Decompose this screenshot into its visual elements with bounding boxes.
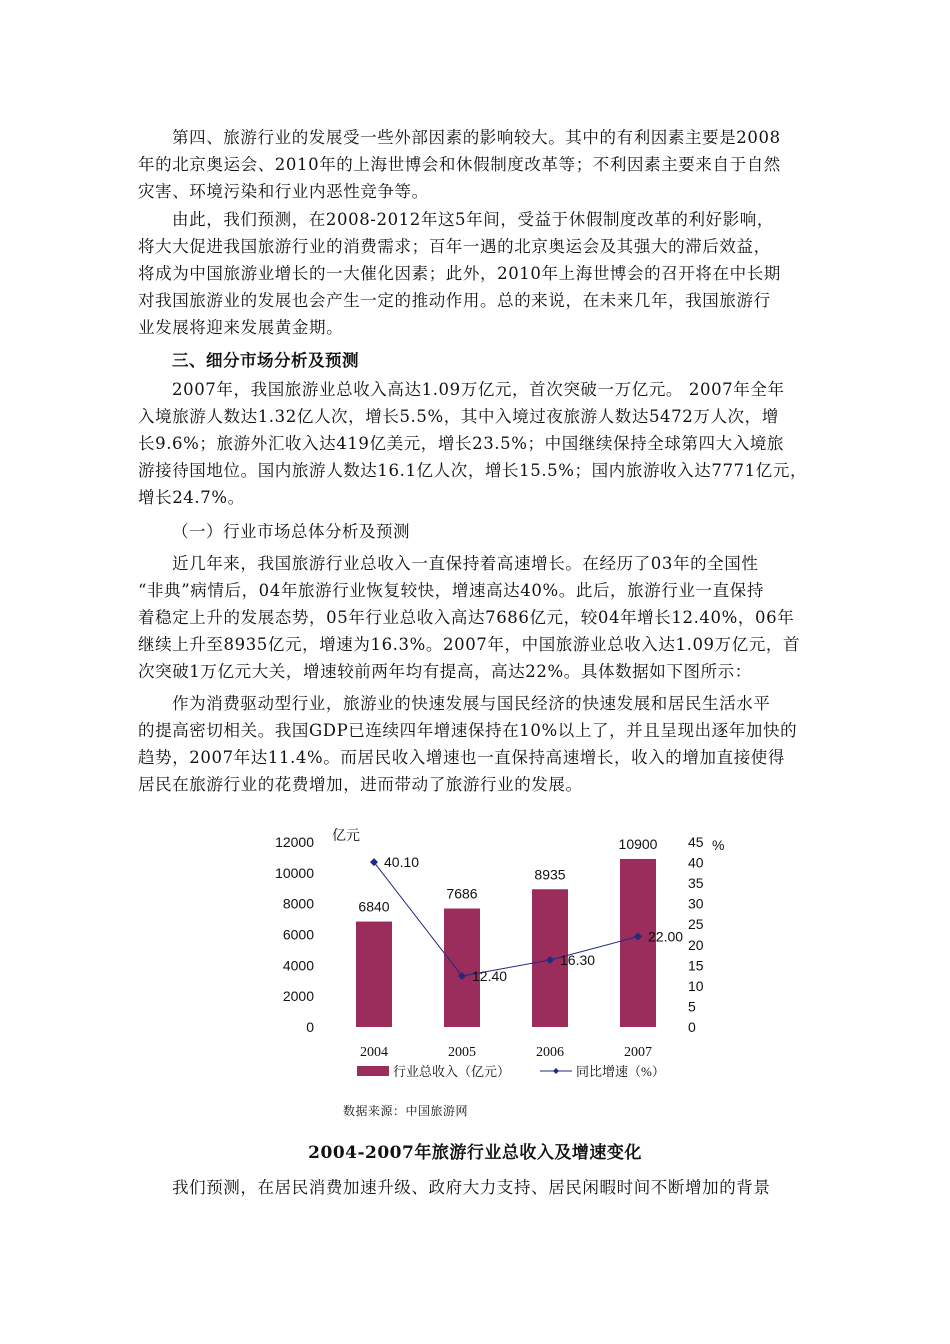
- text-line: 灾害、环境污染和行业内恶性竞争等。: [138, 182, 429, 201]
- text-line: 我们预测，在居民消费加速升级、政府大力支持、居民闲暇时间不断增加的背景: [172, 1178, 771, 1197]
- growth-rate-label: 40.10: [384, 854, 420, 871]
- text-line: 居民在旅游行业的花费增加，进而带动了旅游行业的发展。: [138, 775, 583, 794]
- right-axis-tick-label: 45: [688, 834, 704, 850]
- right-axis-tick-label: 25: [688, 916, 704, 933]
- text-line: 继续上升至8935亿元，增速为16.3%。2007年，中国旅游业总收入达1.09万亿元，首: [138, 635, 801, 654]
- text-line: 由此，我们预测，在2008-2012年这5年间，受益于休假制度改革的利好影响，: [172, 210, 774, 229]
- paragraph-external-factors: [138, 124, 860, 205]
- text-line: 趋势，2007年达11.4%。而居民收入增速也一直保持高速增长，收入的增加直接使得: [138, 748, 786, 767]
- growth-rate-label: 12.40: [472, 968, 508, 985]
- bar-value-label: 8935: [534, 866, 566, 883]
- revenue-bar: [356, 922, 392, 1027]
- x-axis-tick-label: 2005: [448, 1045, 476, 1060]
- text-line: “非典”病情后，04年旅游行业恢复较快，增速高达40%。此后，旅游行业一直保持: [138, 581, 764, 600]
- text-line: 作为消费驱动型行业，旅游业的快速发展与国民经济的快速发展和居民生活水平: [172, 694, 771, 713]
- legend-swatch-growth-marker: [553, 1068, 559, 1074]
- section-heading-3: 三、细分市场分析及预测: [172, 351, 359, 370]
- growth-rate-point: [370, 858, 378, 866]
- right-axis-tick-label: 35: [688, 875, 704, 892]
- subsection-heading-1: （一）行业市场总体分析及预测: [172, 522, 410, 541]
- text-line: 业发展将迎来发展黄金期。: [138, 318, 344, 337]
- paragraph-consumption-driven: [138, 690, 860, 798]
- legend-swatch-revenue: [357, 1066, 389, 1076]
- paragraph-market-overview: [138, 376, 860, 511]
- text-line: 的提高密切相关。我国GDP已连续四年增速保持在10%以上了，并且呈现出逐年加快的: [138, 721, 798, 740]
- left-axis-tick-label: 4000: [282, 957, 314, 974]
- text-line: 近几年来，我国旅游行业总收入一直保持着高速增长。在经历了03年的全国性: [172, 554, 759, 573]
- text-line: 着稳定上升的发展态势，05年行业总收入高达7686亿元，较04年增长12.40%，06年: [138, 608, 795, 627]
- left-axis-tick-label: 8000: [282, 895, 314, 912]
- revenue-growth-chart: [260, 820, 730, 1100]
- data-source-note: 数据来源：中国旅游网: [343, 1104, 469, 1118]
- left-axis-tick-label: 10000: [275, 864, 314, 881]
- left-axis-tick-label: 2000: [282, 988, 314, 1005]
- text-line: 增长24.7%。: [138, 488, 245, 507]
- bar-value-label: 10900: [618, 835, 658, 852]
- text-line: 对我国旅游业的发展也会产生一定的推动作用。总的来说，在未来几年，我国旅游行: [138, 291, 771, 310]
- text-line: 2007年，我国旅游业总收入高达1.09万亿元，首次突破一万亿元。 2007年全年: [172, 380, 785, 399]
- text-line: 将成为中国旅游业增长的一大催化因素；此外，2010年上海世博会的召开将在中长期: [138, 264, 781, 283]
- paragraph-forecast: [138, 206, 860, 341]
- left-axis-unit-label: 亿元: [332, 827, 360, 843]
- left-axis-tick-label: 6000: [282, 926, 314, 943]
- text-line: 第四、旅游行业的发展受一些外部因素的影响较大。其中的有利因素主要是2008: [172, 128, 781, 147]
- x-axis-tick-label: 2007: [624, 1045, 652, 1060]
- text-line: 年的北京奥运会、2010年的上海世博会和休假制度改革等；不利因素主要来自于自然: [138, 155, 781, 174]
- paragraph-final: [138, 1174, 860, 1201]
- right-axis-tick-label: 15: [688, 957, 704, 974]
- text-line: 次突破1万亿元大关，增速较前两年均有提高，高达22%。具体数据如下图所示：: [138, 662, 752, 681]
- text-line: 游接待国地位。国内旅游人数达16.1亿人次，增长15.5%；国内旅游收入达7771亿元，: [138, 461, 808, 480]
- right-axis-tick-label: 30: [688, 895, 704, 912]
- text-line: 入境旅游人数达1.32亿人次，增长5.5%，其中入境过夜旅游人数达5472万人次，增: [138, 407, 779, 426]
- bar-value-label: 7686: [446, 885, 478, 902]
- right-axis-tick-label: 0: [688, 1019, 696, 1035]
- right-axis-unit-label: %: [712, 837, 725, 853]
- growth-rate-label: 22.00: [648, 928, 684, 945]
- x-axis-tick-label: 2004: [360, 1045, 388, 1060]
- growth-rate-line: [374, 862, 638, 976]
- chart-caption: 2004-2007年旅游行业总收入及增速变化: [308, 1143, 642, 1163]
- right-axis-tick-label: 20: [688, 936, 704, 953]
- right-axis-tick-label: 40: [688, 854, 704, 871]
- paragraph-revenue-growth: [138, 550, 860, 685]
- text-line: 长9.6%；旅游外汇收入达419亿美元，增长23.5%；中国继续保持全球第四大入境旅: [138, 434, 785, 453]
- text-line: 将大大促进我国旅游行业的消费需求；百年一遇的北京奥运会及其强大的滞后效益，: [138, 237, 771, 256]
- right-axis-tick-label: 5: [688, 998, 696, 1015]
- right-axis-tick-label: 10: [688, 977, 704, 994]
- legend-label-revenue: 行业总收入（亿元）: [393, 1064, 511, 1079]
- left-axis-tick-label: 12000: [275, 834, 314, 850]
- growth-rate-label: 16.30: [560, 951, 596, 968]
- left-axis-tick-label: 0: [306, 1019, 314, 1035]
- legend-label-growth: 同比增速（%）: [576, 1064, 665, 1079]
- bar-value-label: 6840: [358, 898, 390, 915]
- x-axis-tick-label: 2006: [536, 1045, 564, 1060]
